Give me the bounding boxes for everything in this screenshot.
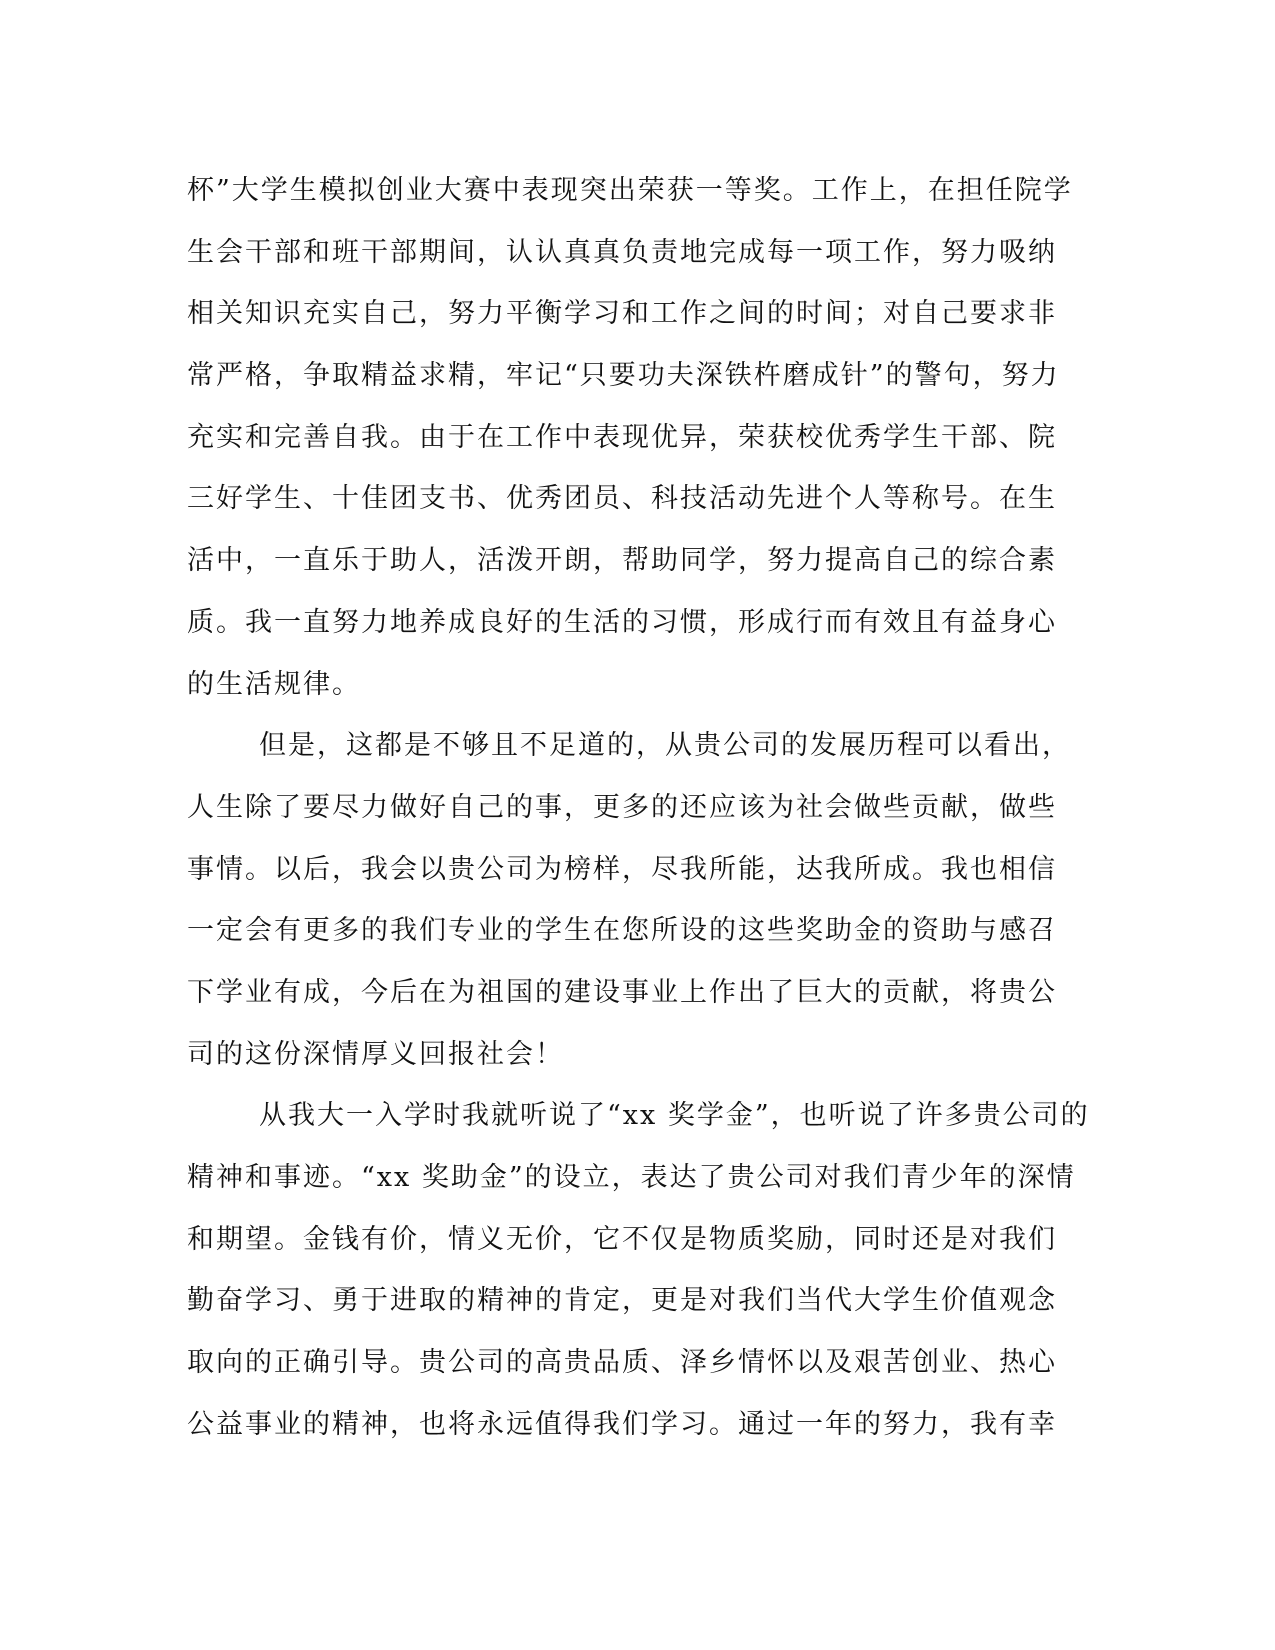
text-line: 取向的正确引导。贵公司的高贵品质、泽乡情怀以及艰苦创业、热心 — [187, 1347, 1057, 1379]
text-line: 公益事业的精神，也将永远值得我们学习。通过一年的努力，我有幸 — [187, 1408, 1057, 1440]
text-line: 事情。以后，我会以贵公司为榜样，尽我所能，达我所成。我也相信 — [187, 853, 1057, 885]
text-line: 的生活规律。 — [187, 668, 361, 700]
text-line: 相关知识充实自己，努力平衡学习和工作之间的时间；对自己要求非 — [187, 298, 1057, 330]
text-line: 质。我一直努力地养成良好的生活的习惯，形成行而有效且有益身心 — [187, 606, 1057, 638]
text-line: 活中，一直乐于助人，活泼开朗，帮助同学，努力提高自己的综合素 — [187, 545, 1057, 577]
text-line: 下学业有成，今后在为祖国的建设事业上作出了巨大的贡献，将贵公 — [187, 976, 1057, 1008]
text-line: 精神和事迹。“xx 奖助金”的设立，表达了贵公司对我们青少年的深情 — [187, 1162, 1076, 1193]
text-line: 杯”大学生模拟创业大赛中表现突出荣获一等奖。工作上，在担任院学 — [187, 175, 1073, 206]
document-body — [187, 160, 1090, 1455]
text-line: 和期望。金钱有价，情义无价，它不仅是物质奖励，同时还是对我们 — [187, 1223, 1057, 1255]
text-line: 常严格，争取精益求精，牢记“只要功夫深铁杵磨成针”的警句，努力 — [187, 360, 1060, 392]
text-line: 勤奋学习、勇于进取的精神的肯定，更是对我们当代大学生价值观念 — [187, 1285, 1057, 1317]
text-line: 司的这份深情厚义回报社会！ — [187, 1038, 564, 1070]
text-line: 人生除了要尽力做好自己的事，更多的还应该为社会做些贡献，做些 — [187, 791, 1057, 823]
paragraph-start-line: 但是，这都是不够且不足道的，从贵公司的发展历程可以看出， — [259, 730, 1071, 762]
text-line: 三好学生、十佳团支书、优秀团员、科技活动先进个人等称号。在生 — [187, 483, 1057, 515]
text-line: 一定会有更多的我们专业的学生在您所设的这些奖助金的资助与感召 — [187, 915, 1057, 947]
paragraph-start-line: 从我大一入学时我就听说了“xx 奖学金”，也听说了许多贵公司的 — [259, 1100, 1090, 1132]
text-line: 充实和完善自我。由于在工作中表现优异，荣获校优秀学生干部、院 — [187, 421, 1057, 453]
text-line: 生会干部和班干部期间，认认真真负责地完成每一项工作，努力吸纳 — [187, 236, 1057, 268]
